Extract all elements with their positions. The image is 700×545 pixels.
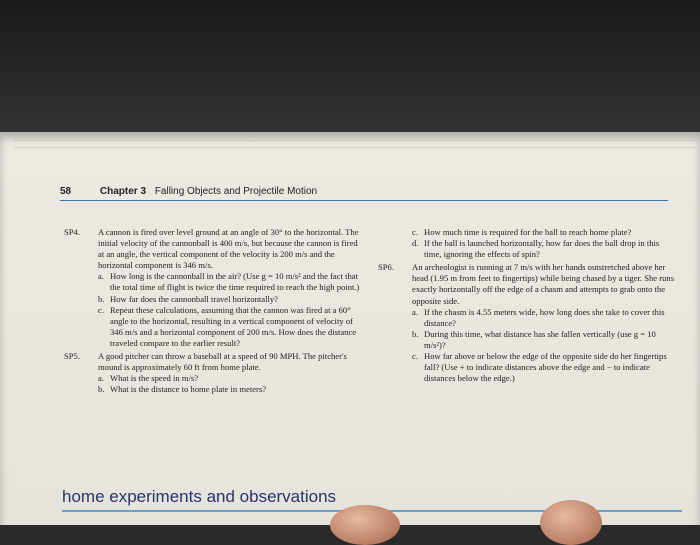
part-text: Repeat these calculations, assuming that the cannon was fired at a 60° angle to the horizontal, resulting in a vertical component of velocity of 346 m/s and a horizontal component of 200 m/s. How does the distance traveled compare to the earlier result? [110, 304, 357, 348]
problem-text: An archeologist is running at 7 m/s with her hands outstretched above her head (1.95 m from feet to fingertips) while being chased by a tiger. She runs exactly horizontally off the edge of a chasm and attempts to grab onto the opposite side. [412, 262, 675, 306]
chapter-label: Chapter 3 [99, 186, 147, 197]
part-text: How far does the cannonball travel horizontally? [110, 293, 278, 304]
page-stack-edges [14, 140, 700, 148]
dark-background [0, 0, 700, 135]
part-label: b. [412, 328, 419, 339]
part-text: What is the speed in m/s? [110, 373, 199, 384]
part-text: How long is the cannonball in the air? (Use g = 10 m/s² and the fact that the total time of flight is twice the time required to reach the high point.) [110, 271, 360, 293]
part-text: How far above or below the edge of the opposite side do her fingertips fall? (Use + to indicate distances above the edge and − to indicate distances below the edge.) [424, 351, 667, 384]
part-text: What is the distance to home plate in meters? [110, 384, 267, 395]
problem-text: A good pitcher can throw a baseball at a speed of 90 MPH. The pitcher's mound is approximately 60 ft from home plate. [98, 351, 347, 373]
problem-part [98, 373, 364, 384]
part-label: a. [98, 271, 104, 282]
header-rule [60, 200, 668, 201]
problem-id: SP6. [378, 262, 395, 273]
problem-text: A cannon is fired over level ground at an angle of 30° to the horizontal. The initial velocity of the cannonball is 400 m/s, but because the cannon is fired at an angle, the vertical component of the velocity is 200 m/s and the horizontal component is 346 m/s. [98, 227, 359, 271]
problem-part [98, 305, 364, 349]
problem-part [412, 329, 678, 351]
part-text: If the ball is launched horizontally, how far does the ball drop in this time, ignoring the effects of spin? [424, 238, 660, 260]
part-label: c. [98, 304, 104, 315]
part-text: During this time, what distance has she fallen vertically (use g = 10 m/s²)? [424, 328, 656, 350]
problem-id: SP5. [64, 351, 81, 362]
part-label: c. [412, 227, 418, 237]
part-label: c. [412, 351, 418, 362]
problem-part [412, 238, 678, 260]
finger-right [540, 500, 602, 545]
part-label: a. [412, 306, 418, 317]
part-text: How much time is required for the ball to reach home plate? [424, 227, 632, 237]
page-number: 58 [60, 186, 72, 197]
part-text: If the chasm is 4.55 meters wide, how long does she take to cover this distance? [424, 306, 665, 328]
problem-id: SP4. [64, 227, 81, 237]
finger-left [330, 505, 400, 545]
left-column [64, 227, 364, 397]
part-label: b. [98, 293, 105, 304]
problem-sp5-continued [378, 227, 678, 260]
chapter-title: Falling Objects and Projectile Motion [154, 186, 318, 197]
problem-part [98, 384, 364, 395]
part-label: d. [412, 238, 419, 249]
problem-part [412, 227, 678, 238]
problem-sp6 [378, 262, 678, 384]
part-label: b. [98, 384, 105, 395]
problem-part [412, 307, 678, 329]
page-header [60, 186, 317, 197]
right-column [378, 227, 678, 386]
problem-part [412, 351, 678, 384]
problem-sp4 [64, 227, 364, 349]
problem-sp5 [64, 351, 364, 395]
section-heading: home experiments and observations [62, 487, 337, 506]
part-label: a. [98, 373, 104, 384]
problem-part [98, 294, 364, 305]
problem-part [98, 271, 364, 293]
